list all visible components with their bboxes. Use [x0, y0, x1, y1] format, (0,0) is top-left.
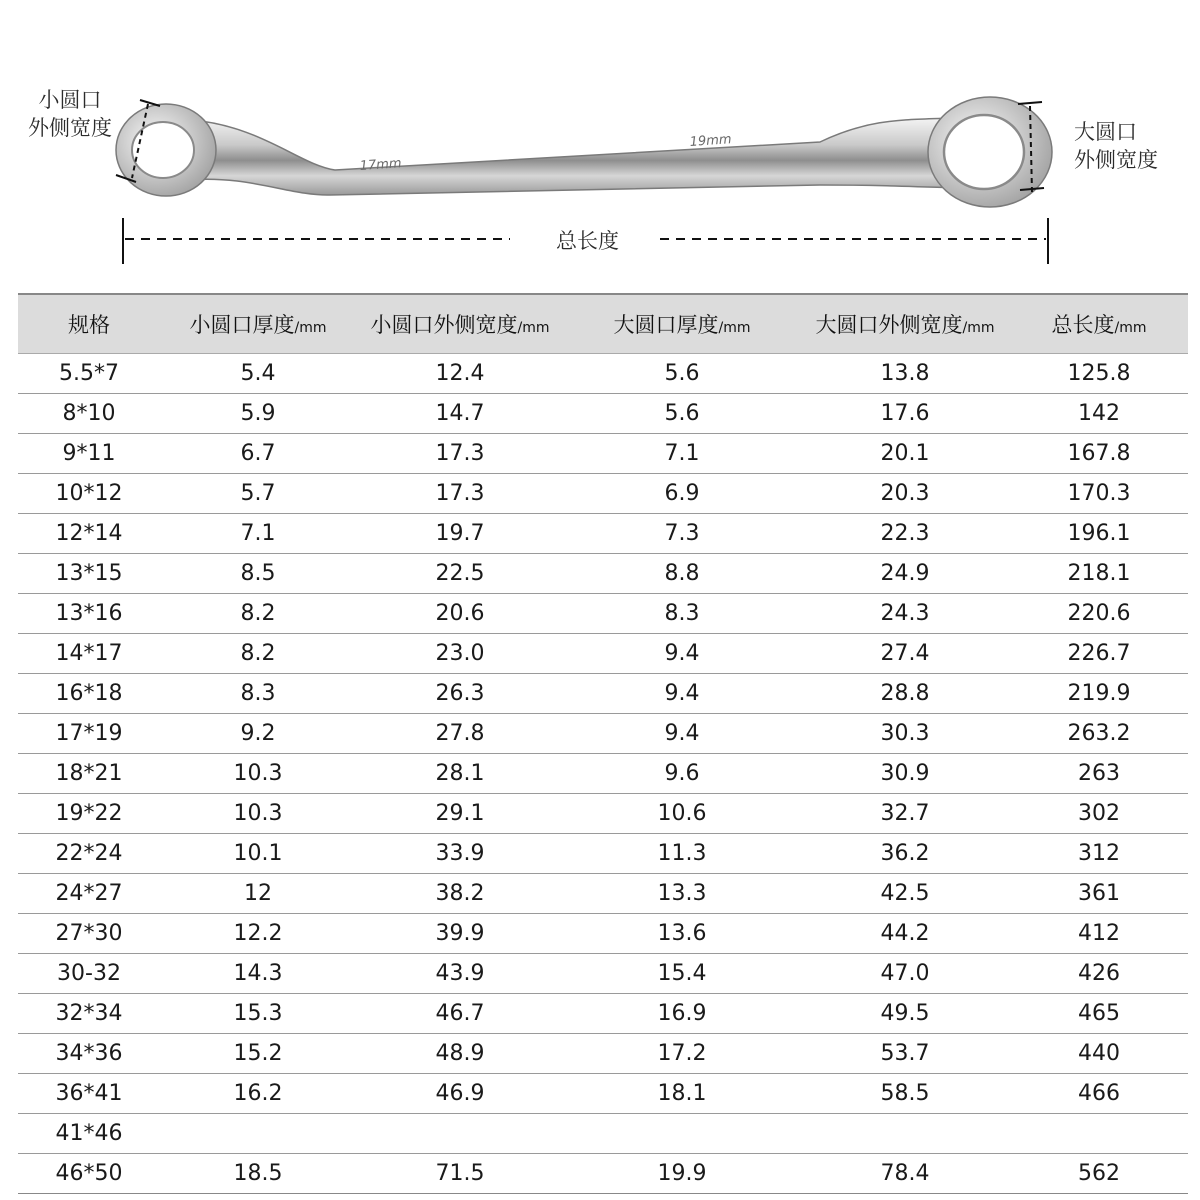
- table-cell: 465: [1010, 994, 1188, 1034]
- table-cell: 15.2: [160, 1034, 356, 1074]
- table-cell: 8.3: [564, 594, 800, 634]
- table-row: [18, 634, 1188, 674]
- table-cell: 5.6: [564, 354, 800, 394]
- table-cell: 218.1: [1010, 554, 1188, 594]
- spec-size-cell: 46*50: [18, 1154, 160, 1194]
- table-cell: 7.1: [160, 514, 356, 554]
- table-cell: 466: [1010, 1074, 1188, 1114]
- table-cell: 10.3: [160, 794, 356, 834]
- table-row: [18, 914, 1188, 954]
- callout-label: 大圆口: [1074, 120, 1137, 144]
- table-cell: [356, 1114, 564, 1154]
- table-cell: 46.7: [356, 994, 564, 1034]
- table-cell: [1010, 1114, 1188, 1154]
- table-cell: 12: [160, 874, 356, 914]
- table-cell: 13.6: [564, 914, 800, 954]
- spec-size-cell: 22*24: [18, 834, 160, 874]
- table-cell: 9.4: [564, 714, 800, 754]
- table-cell: 7.3: [564, 514, 800, 554]
- callout-label: 外侧宽度: [1074, 148, 1158, 172]
- spec-size-cell: 19*22: [18, 794, 160, 834]
- column-header-label: 总长度: [1051, 313, 1115, 337]
- table-cell: 562: [1010, 1154, 1188, 1194]
- table-cell: 36.2: [800, 834, 1010, 874]
- table-cell: 170.3: [1010, 474, 1188, 514]
- table-row: [18, 394, 1188, 434]
- column-header-label: 大圆口厚度: [613, 313, 719, 337]
- table-cell: [160, 1114, 356, 1154]
- spec-size-cell: 17*19: [18, 714, 160, 754]
- table-cell: 11.3: [564, 834, 800, 874]
- table-cell: 38.2: [356, 874, 564, 914]
- table-row: [18, 874, 1188, 914]
- table-cell: 226.7: [1010, 634, 1188, 674]
- table-row: [18, 434, 1188, 474]
- table-cell: 9.4: [564, 634, 800, 674]
- table-cell: 426: [1010, 954, 1188, 994]
- table-row: [18, 1074, 1188, 1114]
- table-cell: 47.0: [800, 954, 1010, 994]
- table-cell: 7.1: [564, 434, 800, 474]
- spec-size-cell: 9*11: [18, 434, 160, 474]
- table-cell: 29.1: [356, 794, 564, 834]
- table-cell: 39.9: [356, 914, 564, 954]
- table-cell: 6.9: [564, 474, 800, 514]
- table-cell: 32.7: [800, 794, 1010, 834]
- table-cell: 30.3: [800, 714, 1010, 754]
- table-cell: 8.5: [160, 554, 356, 594]
- table-row: [18, 994, 1188, 1034]
- table-cell: 312: [1010, 834, 1188, 874]
- table-row: [18, 594, 1188, 634]
- spec-size-cell: 13*15: [18, 554, 160, 594]
- table-row: [18, 354, 1188, 394]
- column-header: [1010, 294, 1188, 354]
- table-cell: 22.5: [356, 554, 564, 594]
- table-cell: 20.1: [800, 434, 1010, 474]
- spec-size-cell: 41*46: [18, 1114, 160, 1154]
- table-cell: 43.9: [356, 954, 564, 994]
- table-cell: 27.8: [356, 714, 564, 754]
- table-row: [18, 674, 1188, 714]
- column-header: [18, 294, 160, 354]
- table-row: [18, 954, 1188, 994]
- table-cell: 8.8: [564, 554, 800, 594]
- table-cell: 9.4: [564, 674, 800, 714]
- table-cell: 10.3: [160, 754, 356, 794]
- column-header: [160, 294, 356, 354]
- header-row: [18, 294, 1188, 354]
- table-row: [18, 794, 1188, 834]
- table-cell: 13.8: [800, 354, 1010, 394]
- table-cell: 12.2: [160, 914, 356, 954]
- table-cell: 20.3: [800, 474, 1010, 514]
- table-row: [18, 1034, 1188, 1074]
- table-cell: 5.4: [160, 354, 356, 394]
- table-cell: 16.2: [160, 1074, 356, 1114]
- table-cell: 17.2: [564, 1034, 800, 1074]
- table-cell: 5.9: [160, 394, 356, 434]
- table-cell: 5.6: [564, 394, 800, 434]
- column-header: [564, 294, 800, 354]
- column-header-unit: /mm: [718, 320, 751, 336]
- table-row: [18, 554, 1188, 594]
- spec-size-cell: 12*14: [18, 514, 160, 554]
- table-row: [18, 1114, 1188, 1154]
- table-cell: 58.5: [800, 1074, 1010, 1114]
- table-cell: 23.0: [356, 634, 564, 674]
- spec-size-cell: 32*34: [18, 994, 160, 1034]
- table-cell: 167.8: [1010, 434, 1188, 474]
- table-cell: 33.9: [356, 834, 564, 874]
- table-cell: 48.9: [356, 1034, 564, 1074]
- table-cell: 13.3: [564, 874, 800, 914]
- table-cell: 24.3: [800, 594, 1010, 634]
- table-cell: 18.5: [160, 1154, 356, 1194]
- table-cell: 14.7: [356, 394, 564, 434]
- table-cell: 71.5: [356, 1154, 564, 1194]
- table-cell: 10.1: [160, 834, 356, 874]
- table-cell: 18.1: [564, 1074, 800, 1114]
- table-cell: 5.7: [160, 474, 356, 514]
- table-cell: 6.7: [160, 434, 356, 474]
- spec-size-cell: 27*30: [18, 914, 160, 954]
- table-row: [18, 714, 1188, 754]
- column-header: [356, 294, 564, 354]
- table-cell: 302: [1010, 794, 1188, 834]
- table-cell: 27.4: [800, 634, 1010, 674]
- table-cell: 26.3: [356, 674, 564, 714]
- table-cell: 22.3: [800, 514, 1010, 554]
- table-cell: 42.5: [800, 874, 1010, 914]
- table-row: [18, 474, 1188, 514]
- table-cell: 196.1: [1010, 514, 1188, 554]
- callout-label: 外侧宽度: [28, 116, 112, 140]
- table-cell: 46.9: [356, 1074, 564, 1114]
- table-cell: 28.1: [356, 754, 564, 794]
- table-cell: 30.9: [800, 754, 1010, 794]
- table-cell: 263.2: [1010, 714, 1188, 754]
- table-row: [18, 834, 1188, 874]
- table-cell: 8.3: [160, 674, 356, 714]
- table-cell: 220.6: [1010, 594, 1188, 634]
- table-cell: 16.9: [564, 994, 800, 1034]
- table-cell: 44.2: [800, 914, 1010, 954]
- table-cell: 9.6: [564, 754, 800, 794]
- spec-size-cell: 36*41: [18, 1074, 160, 1114]
- spec-table-header: [18, 294, 1188, 354]
- table-row: [18, 1154, 1188, 1194]
- column-header-label: 小圆口厚度: [189, 313, 295, 337]
- callout-label: 小圆口: [38, 88, 102, 112]
- small-ring-width-callout: [28, 86, 112, 142]
- spec-size-cell: 30-32: [18, 954, 160, 994]
- engraving-19mm: 19mm: [689, 132, 733, 150]
- table-cell: 53.7: [800, 1034, 1010, 1074]
- table-cell: 19.9: [564, 1154, 800, 1194]
- table-cell: 24.9: [800, 554, 1010, 594]
- spec-size-cell: 18*21: [18, 754, 160, 794]
- spec-size-cell: 5.5*7: [18, 354, 160, 394]
- table-cell: 15.4: [564, 954, 800, 994]
- table-cell: 263: [1010, 754, 1188, 794]
- total-length-callout: 总长度: [556, 229, 619, 253]
- table-cell: 17.3: [356, 474, 564, 514]
- spec-size-cell: 14*17: [18, 634, 160, 674]
- table-cell: 412: [1010, 914, 1188, 954]
- spec-size-cell: 34*36: [18, 1034, 160, 1074]
- table-cell: [800, 1114, 1010, 1154]
- spec-table-body: [18, 354, 1188, 1194]
- table-row: [18, 514, 1188, 554]
- table-cell: 19.7: [356, 514, 564, 554]
- table-cell: 440: [1010, 1034, 1188, 1074]
- table-cell: 219.9: [1010, 674, 1188, 714]
- column-header-unit: /mm: [294, 320, 327, 336]
- table-cell: 49.5: [800, 994, 1010, 1034]
- table-cell: 14.3: [160, 954, 356, 994]
- table-cell: 361: [1010, 874, 1188, 914]
- column-header-label: 规格: [68, 313, 110, 337]
- product-hero: [0, 0, 1200, 292]
- large-ring-width-callout: [1074, 118, 1158, 174]
- spec-size-cell: 24*27: [18, 874, 160, 914]
- table-cell: 78.4: [800, 1154, 1010, 1194]
- table-row: [18, 754, 1188, 794]
- spec-size-cell: 10*12: [18, 474, 160, 514]
- column-header-label: 大圆口外侧宽度: [815, 313, 963, 337]
- table-cell: 10.6: [564, 794, 800, 834]
- table-cell: 125.8: [1010, 354, 1188, 394]
- table-cell: 142: [1010, 394, 1188, 434]
- column-header-label: 小圆口外侧宽度: [370, 313, 518, 337]
- column-header: [800, 294, 1010, 354]
- spec-size-cell: 16*18: [18, 674, 160, 714]
- table-cell: 8.2: [160, 594, 356, 634]
- engraving-17mm: 17mm: [359, 156, 403, 174]
- spec-size-cell: 8*10: [18, 394, 160, 434]
- column-header-unit: /mm: [962, 320, 995, 336]
- table-cell: [564, 1114, 800, 1154]
- table-cell: 28.8: [800, 674, 1010, 714]
- wrench-body: [116, 97, 1052, 207]
- table-cell: 17.3: [356, 434, 564, 474]
- table-cell: 12.4: [356, 354, 564, 394]
- table-cell: 9.2: [160, 714, 356, 754]
- table-cell: 17.6: [800, 394, 1010, 434]
- table-cell: 15.3: [160, 994, 356, 1034]
- table-cell: 20.6: [356, 594, 564, 634]
- spec-size-cell: 13*16: [18, 594, 160, 634]
- table-cell: 8.2: [160, 634, 356, 674]
- column-header-unit: /mm: [1114, 320, 1147, 336]
- spec-table: [18, 293, 1188, 1194]
- column-header-unit: /mm: [517, 320, 550, 336]
